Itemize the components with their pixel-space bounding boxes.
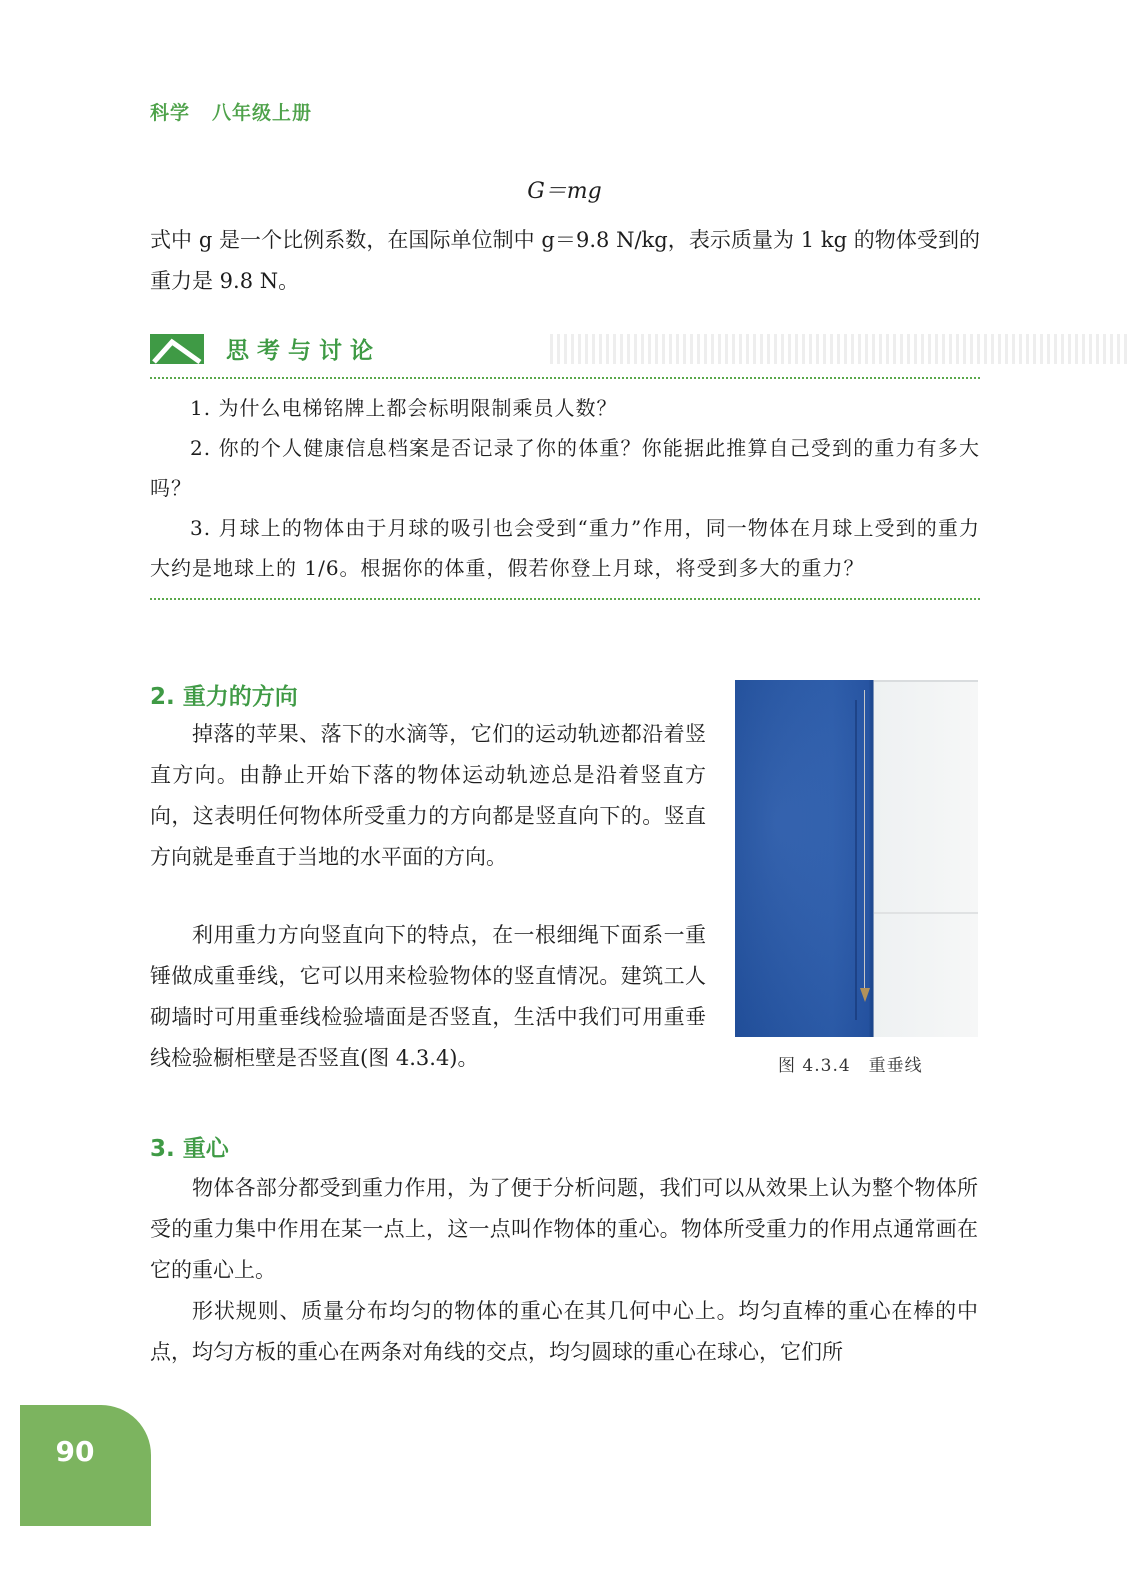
question-1: 1. 为什么电梯铭牌上都会标明限制乘员人数？ (190, 396, 618, 420)
section-3-paragraph-1: 物体各部分都受到重力作用，为了便于分析问题，我们可以从效果上认为整个物体所受的重力集中作用在某一点上，这一点叫作物体的重心。物体所受重力的作用点通常画在它的重心上。 (150, 1176, 978, 1282)
think-discuss-header (150, 332, 980, 366)
running-header (150, 98, 312, 125)
figure-caption: 图 4.3.4 重垂线 (778, 1056, 923, 1076)
section-2-paragraph-2: 利用重力方向竖直向下的特点，在一根细绳下面系一重锤做成重垂线，它可以用来检验物体的竖直情况。建筑工人砌墙时可用重垂线检验墙面是否竖直，生活中我们可用重垂线检验橱柜壁是否竖直(图 4.3.4)。 (150, 923, 706, 1070)
think-discuss-title: 思考与讨论 (226, 338, 381, 364)
dotted-divider-bottom (150, 598, 980, 600)
plumb-string (864, 690, 865, 990)
page-number: 90 (55, 1435, 95, 1468)
intro-paragraph: 式中 g 是一个比例系数，在国际单位制中 g＝9.8 N/kg，表示质量为 1 kg 的物体受到的重力是 9.8 N。 (150, 228, 980, 293)
gravity-formula: G＝mg (527, 179, 602, 204)
plumb-line-photo (735, 680, 978, 1037)
plumb-bob (860, 988, 870, 1002)
section-3-title: 3. 重心 (150, 1136, 229, 1162)
header-subject: 科学 (150, 102, 191, 124)
section-2-paragraph-1: 掉落的苹果、落下的水滴等，它们的运动轨迹都沿着竖直方向。由静止开始下落的物体运动轨迹总是沿着竖直方向，这表明任何物体所受重力的方向都是竖直向下的。竖直方向就是垂直于当地的水平面的方向。 (150, 722, 706, 869)
dotted-divider-top (150, 377, 980, 379)
section-2-title: 2. 重力的方向 (150, 684, 298, 710)
question-2: 2. 你的个人健康信息档案是否记录了你的体重？你能据此推算自己受到的重力有多大吗？ (150, 436, 980, 500)
page-number-tab (20, 1405, 151, 1526)
header-grade: 八年级上册 (212, 102, 313, 124)
section-3-paragraph-2: 形状规则、质量分布均匀的物体的重心在其几何中心上。均匀直棒的重心在棒的中点，均匀方板的重心在两条对角线的交点，均匀圆球的重心在球心，它们所 (150, 1299, 978, 1364)
question-3: 3. 月球上的物体由于月球的吸引也会受到“重力”作用，同一物体在月球上受到的重力大约是地球上的 1/6。根据你的体重，假若你登上月球，将受到多大的重力？ (150, 516, 980, 580)
decorative-stripes (550, 334, 1129, 364)
flag-icon (150, 334, 204, 364)
